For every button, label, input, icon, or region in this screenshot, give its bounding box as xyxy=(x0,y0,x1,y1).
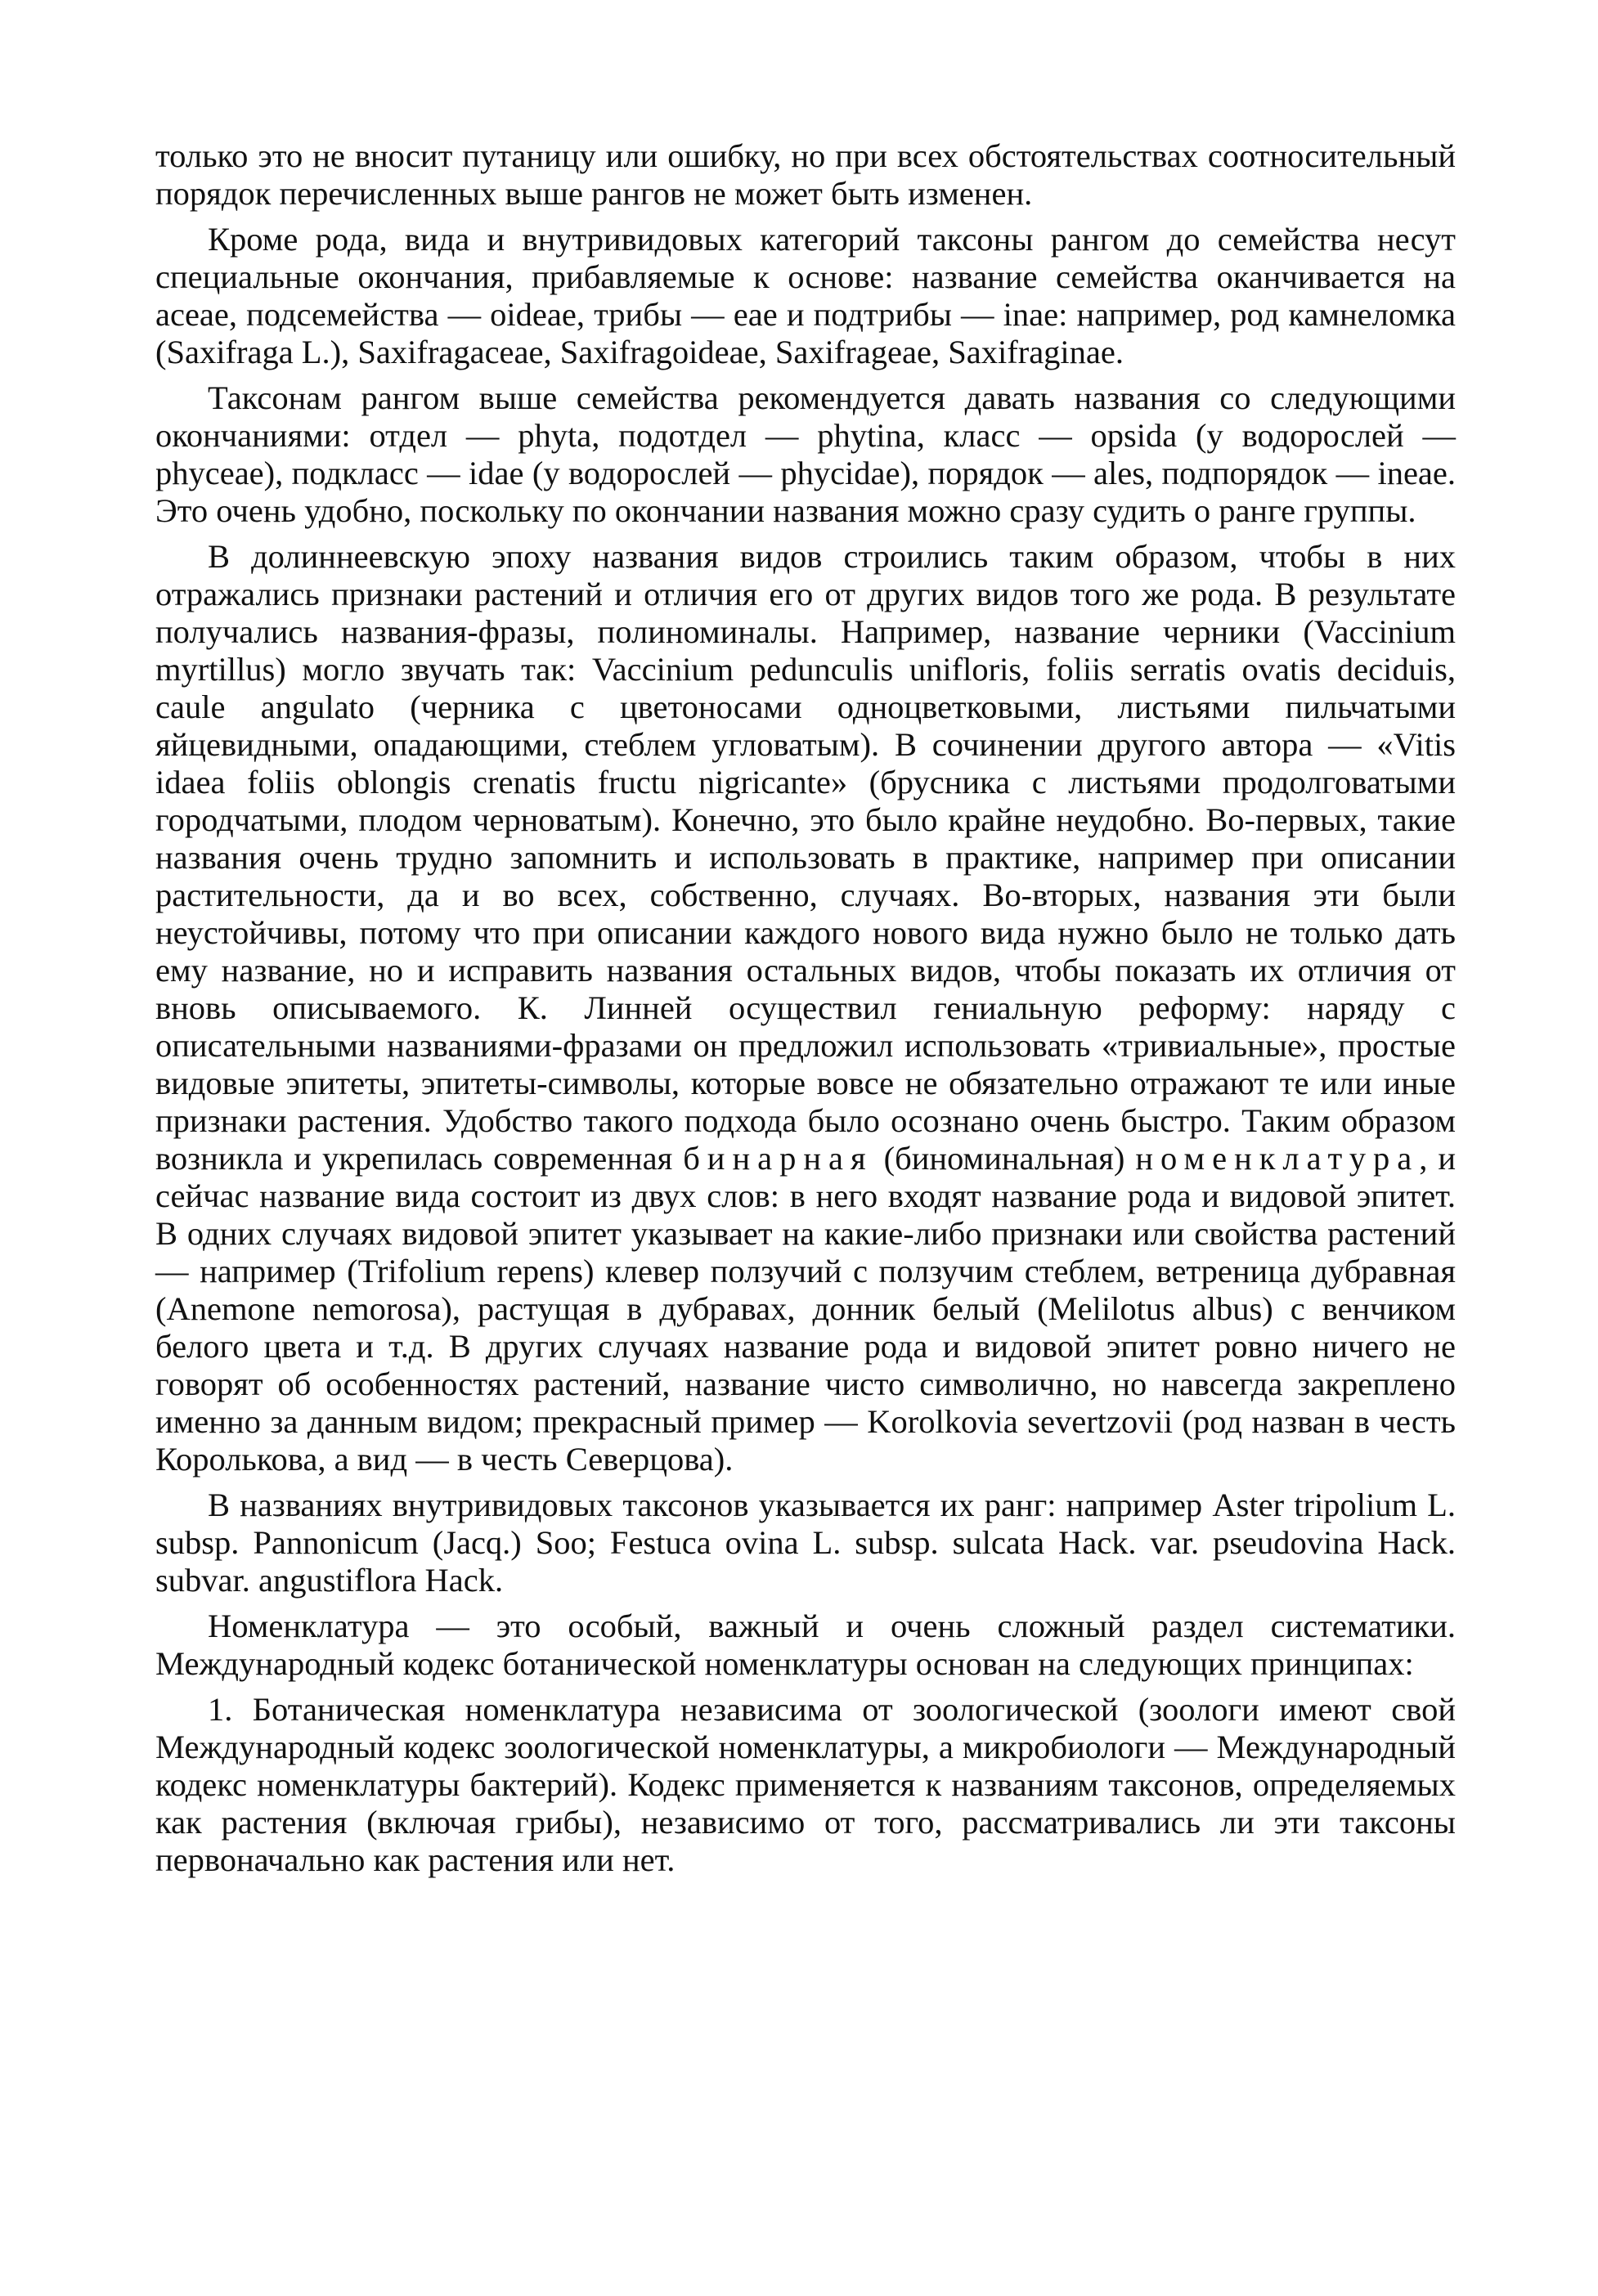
paragraph-family-endings: Кроме рода, вида и внутривидовых категорий таксоны рангом до семейства несут специальные окончания, прибавляемые к основе: название семейства оканчивается на aceae, подсемейства — oideae, трибы — eae и подтрибы — inae: например, род камнеломка (Saxifraga L.), Saxifragaceae, Saxifragoideae, Saxifrageae, Saxifraginae. xyxy=(155,221,1456,370)
paragraph-binomial-history xyxy=(155,538,1456,1478)
paragraph-principle-1: 1. Ботаническая номенклатура независима от зоологической (зоологи имеют свой Международный кодекс зоологической номенклатуры, а микробиологи — Международный кодекс номенклатуры бактерий). Кодекс применяется к названиям таксонов, определяемых как растения (включая грибы), независимо от того, рассматривались ли эти таксоны первоначально как растения или нет. xyxy=(155,1691,1456,1878)
paragraph-text-segment: , и сейчас название вида состоит из двух слов: в него входят название рода и видовой эпитет. В одних случаях видовой эпитет указывает на какие-либо признаки или свойства растений — например (Trifolium repens) клевер ползучий с ползучим стеблем, ветреница дубравная (Anemone nemorosa), растущая в дубравах, донник белый (Melilotus albus) с венчиком белого цвета и т.д. В других случаях название рода и видовой эпитет ровно ничего не говорят об особенностях растений, название чисто символично, но навсегда закреплено именно за данным видом; прекрасный пример — Korolkovia severtzovii (род назван в честь Королькова, а вид — в честь Северцова). xyxy=(155,1140,1456,1478)
emphasized-term: бинарная xyxy=(683,1140,873,1177)
paragraph-infraspecific-ranks: В названиях внутривидовых таксонов указывается их ранг: например Aster tripolium L. subsp. Pannonicum (Jacq.) Soo; Festuca ovina L. subsp. sulcata Hack. var. pseudovina Hack. subvar. angustiflora Hack. xyxy=(155,1487,1456,1599)
paragraph-nomenclature-intro: Номенклатура — это особый, важный и очень сложный раздел систематики. Международный кодекс ботанической номенклатуры основан на следующих принципах: xyxy=(155,1608,1456,1682)
paragraph-text-segment: В долиннеевскую эпоху названия видов строились таким образом, чтобы в них отражались признаки растений и отличия его от других видов того же рода. В результате получались названия-фразы, полиноминалы. Например, название черники (Vaccinium myrtillus) могло звучать так: Vaccinium pedunculis unifloris, foliis serratis ovatis deciduis, caule angulato (черника с цветоносами одноцветковыми, листьями пильчатыми яйцевидными, опадающими, стеблем угловатым). В сочинении другого автора — «Vitis idaea foliis oblongis crenatis fructu nigricante» (брусника с листьями продолговатыми городчатыми, плодом черноватым). Конечно, это было крайне неудобно. Во-первых, такие названия очень трудно запомнить и использовать в практике, например при описании растительности, да и во всех, собственно, случаях. Во-вторых, названия эти были неустойчивы, потому что при описании каждого нового вида нужно было не только дать ему название, но и исправить названия остальных видов, чтобы показать их отличия от вновь описываемого. К. Линней осуществил гениальную реформу: наряду с описательными названиями-фразами он предложил использовать «тривиальные», простые видовые эпитеты, эпитеты-символы, которые вовсе не обязательно отражают те или иные признаки растения. Удобство такого подхода было осознано очень быстро. Таким образом возникла и укрепилась современная xyxy=(155,538,1456,1177)
paragraph-higher-rank-endings: Таксонам рангом выше семейства рекомендуется давать названия со следующими окончаниями: отдел — phyta, подотдел — phytina, класс — opsida (у водорослей — phyceae), подкласс — idae (у водорослей — phycidae), порядок — ales, подпорядок — ineae. Это очень удобно, поскольку по окончании названия можно сразу судить о ранге группы. xyxy=(155,379,1456,529)
paragraph-text-segment: (биноминальная) xyxy=(883,1140,1125,1177)
paragraph-continuation: только это не вносит путаницу или ошибку, но при всех обстоятельствах соотносительный порядок перечисленных выше рангов не может быть изменен. xyxy=(155,137,1456,212)
emphasized-term: номенклатура xyxy=(1135,1140,1420,1177)
body-text xyxy=(155,137,1456,1887)
